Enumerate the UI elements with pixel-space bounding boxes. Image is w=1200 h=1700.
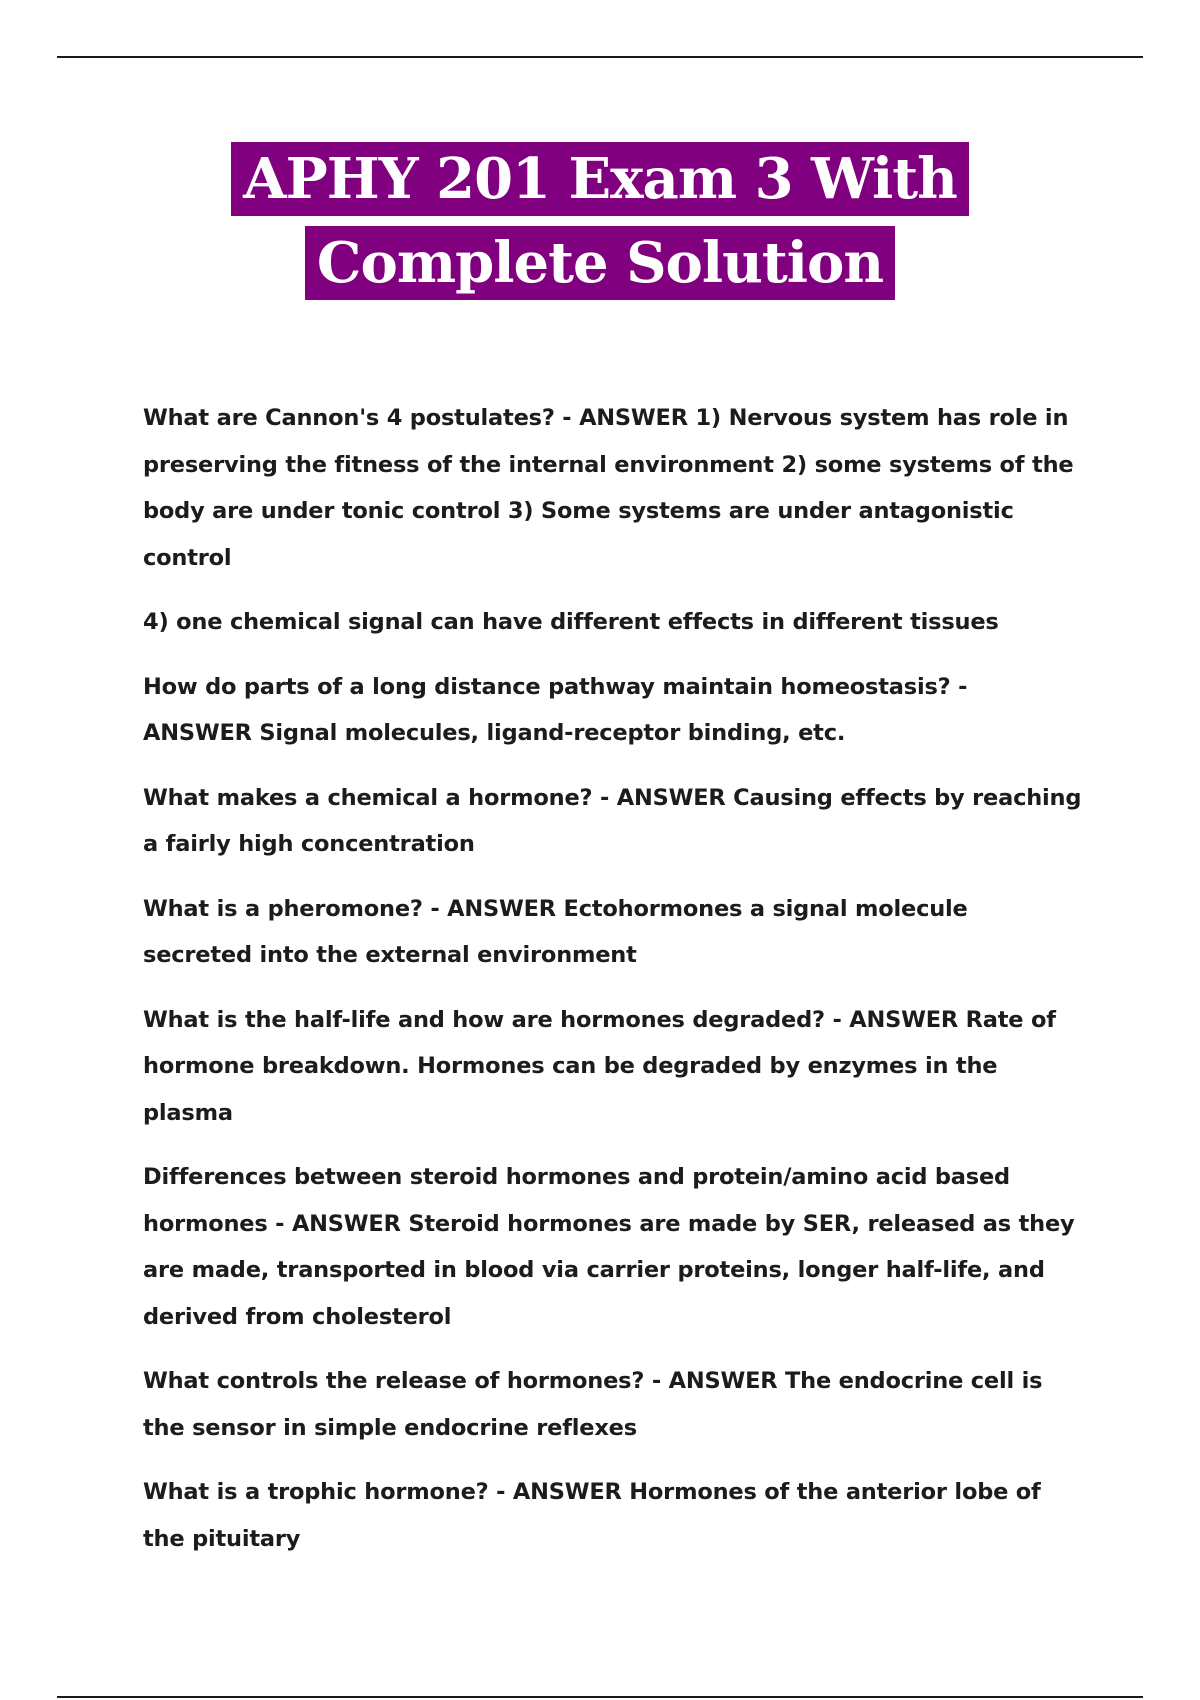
title-line-2: Complete Solution [305,226,895,300]
document-title [0,142,1200,300]
qa-paragraph: What is a pheromone? - ANSWER Ectohormones a signal molecule secreted into the external environment [143,895,968,968]
qa-content [143,395,1083,1580]
qa-paragraph: How do parts of a long distance pathway maintain homeostasis? - ANSWER Signal molecules, ligand-receptor binding, etc. [143,673,968,746]
qa-paragraph: What makes a chemical a hormone? - ANSWER Causing effects by reaching a fairly high concentration [143,784,1082,857]
qa-paragraph: What is a trophic hormone? - ANSWER Hormones of the anterior lobe of the pituitary [143,1479,1041,1552]
qa-paragraph: What controls the release of hormones? - ANSWER The endocrine cell is the sensor in simple endocrine reflexes [143,1368,1043,1441]
qa-paragraph: What is the half-life and how are hormones degraded? - ANSWER Rate of hormone breakdown. Hormones can be degraded by enzymes in the plasma [143,1006,1056,1126]
qa-paragraph: Differences between steroid hormones and protein/amino acid based hormones - ANSWER Steroid hormones are made by SER, released as they are made, transported in blood via carrier proteins, longer half-life, and derived from cholesterol [143,1164,1075,1330]
qa-paragraph: 4) one chemical signal can have different effects in different tissues [143,609,999,635]
title-line-1: APHY 201 Exam 3 With [231,142,969,216]
qa-paragraph: What are Cannon's 4 postulates? - ANSWER 1) Nervous system has role in preserving the fitness of the internal environment 2) some systems of the body are under tonic control 3) Some systems are under antagonistic control [143,405,1074,571]
header-rule [57,56,1143,58]
footer-rule [57,1696,1143,1698]
